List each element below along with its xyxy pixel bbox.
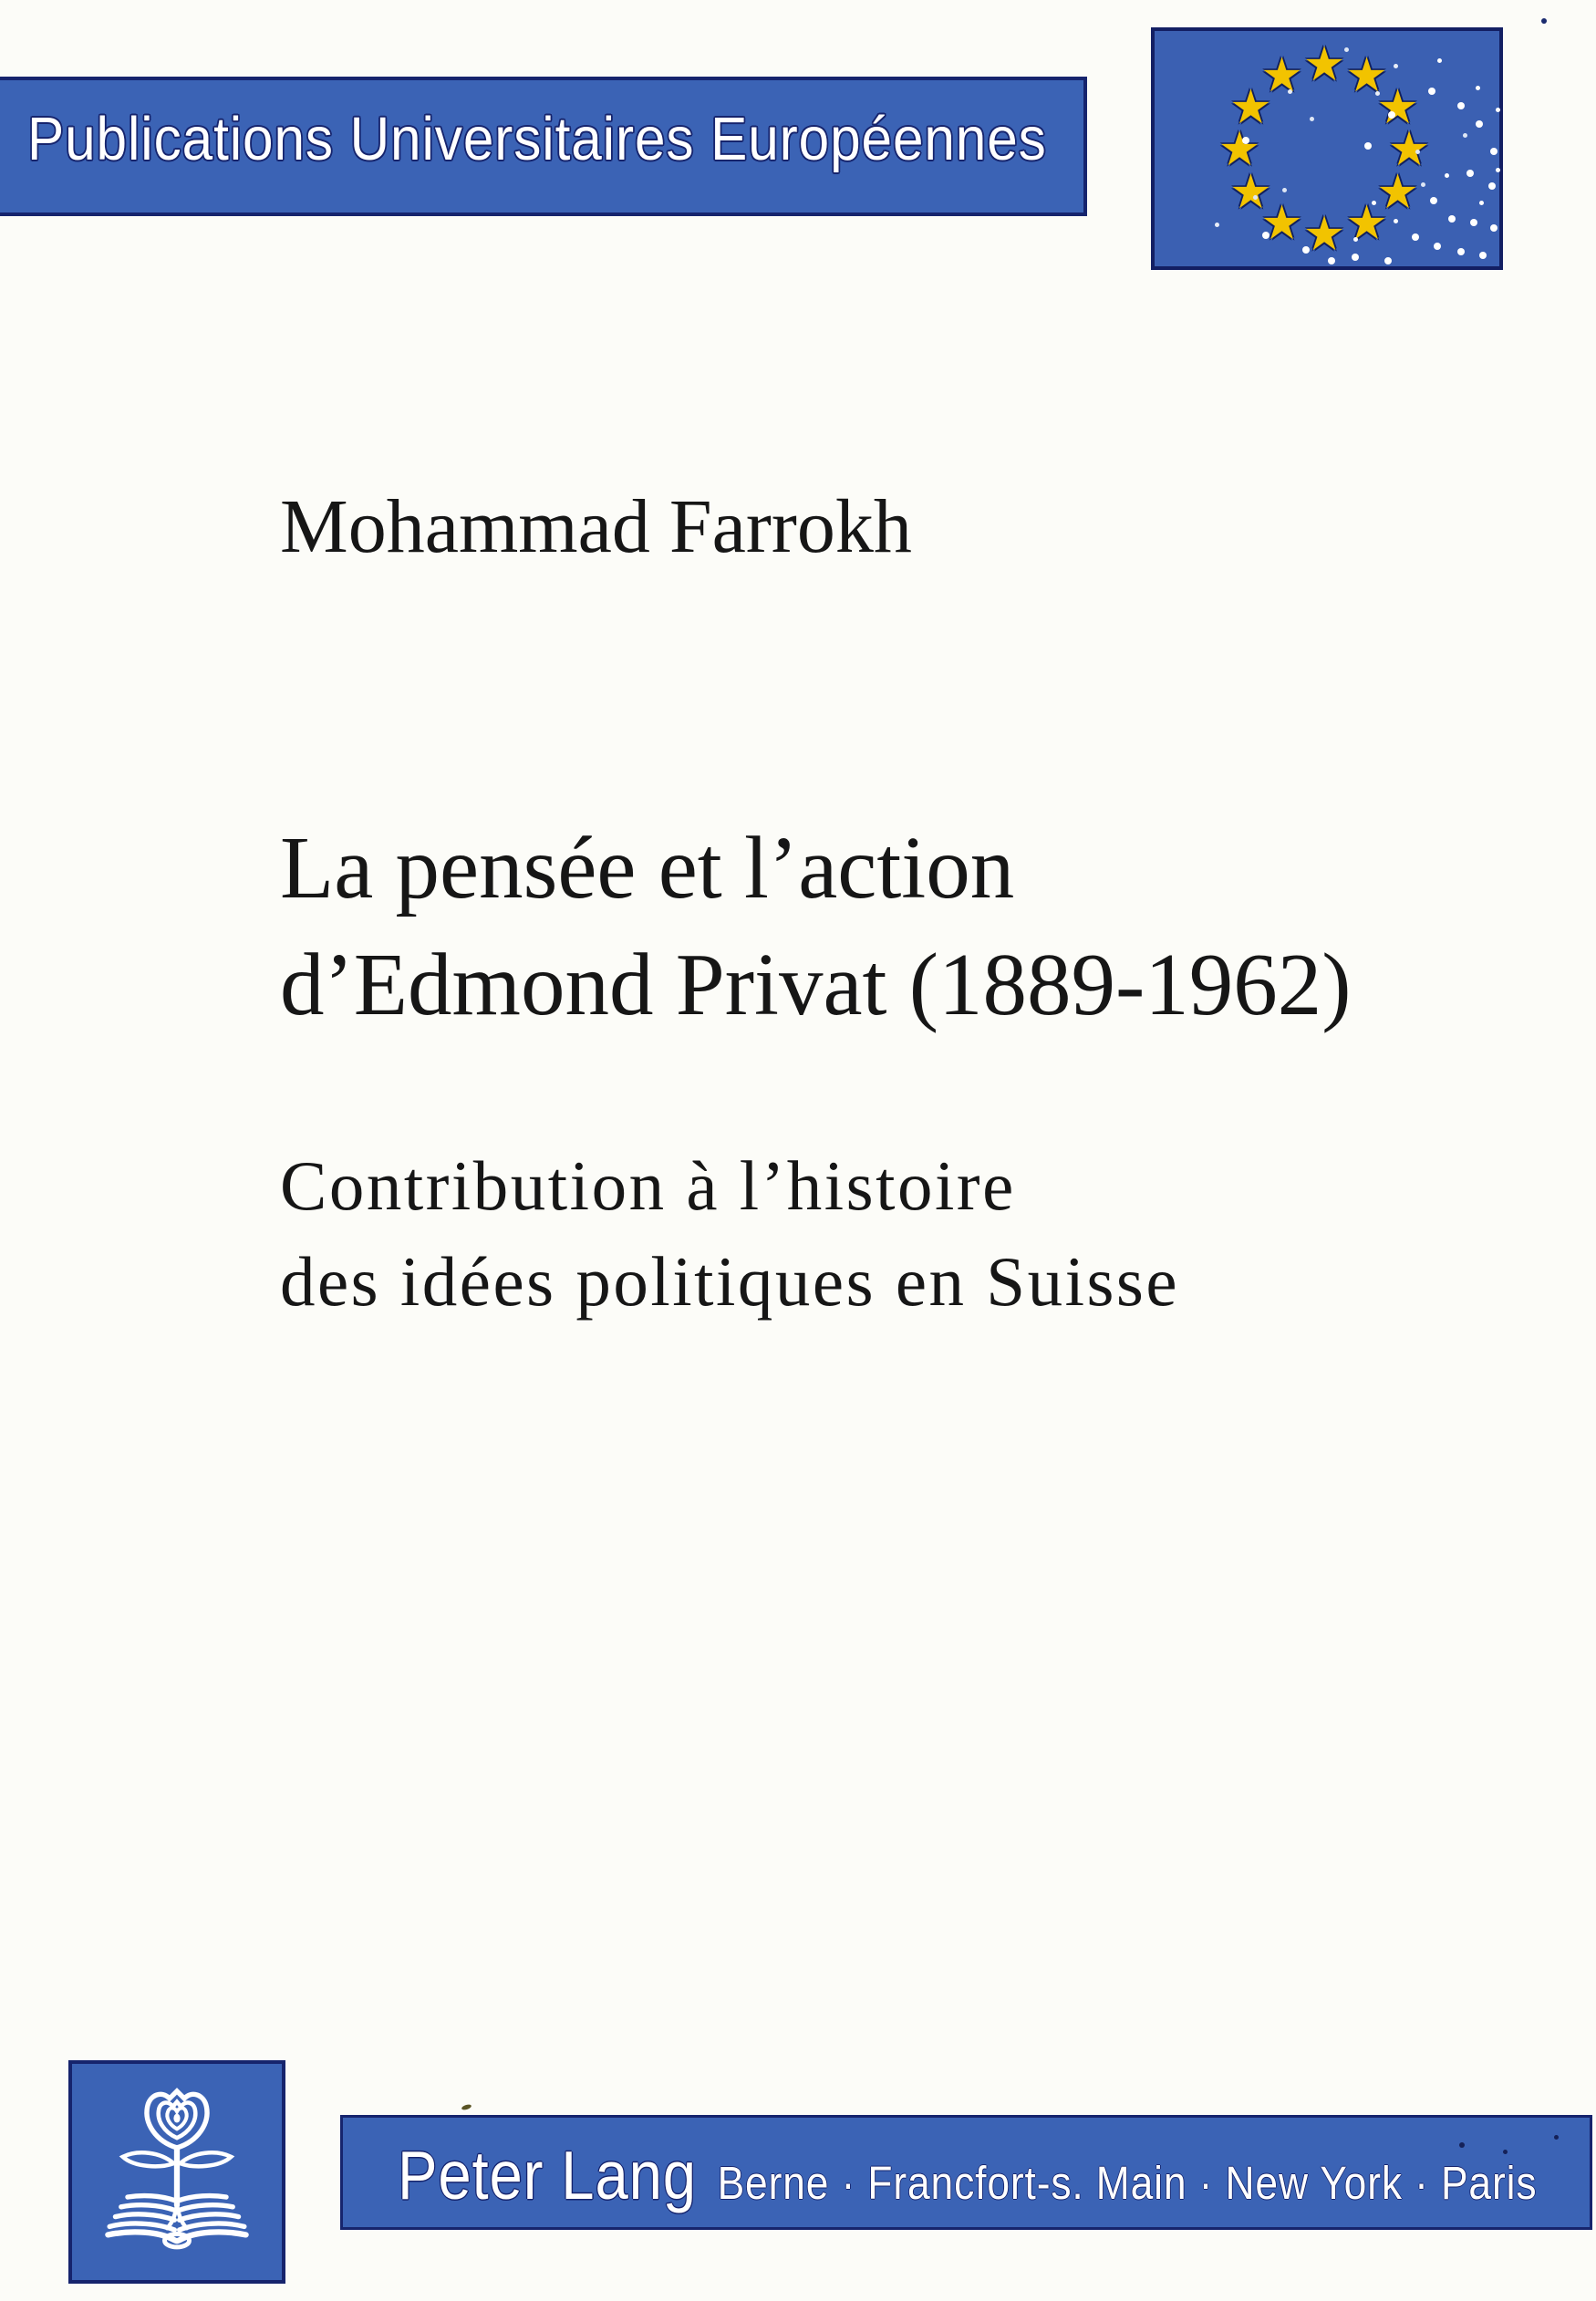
book-title xyxy=(280,810,1352,1043)
series-banner xyxy=(0,77,1087,216)
eu-star-icon: ★ xyxy=(1302,37,1346,92)
eu-star-icon: ★ xyxy=(1260,48,1303,104)
book-title-line1: La pensée et l’action xyxy=(280,819,1015,917)
book-subtitle-line1: Contribution à l’histoire xyxy=(280,1146,1016,1225)
series-title: Publications Universitaires Européennes xyxy=(27,105,1047,173)
print-noise-dots xyxy=(1155,31,1159,36)
eu-star-icon: ★ xyxy=(1376,164,1419,220)
eu-star-icon: ★ xyxy=(1302,207,1346,262)
book-title-line2: d’Edmond Privat (1889-1962) xyxy=(280,936,1352,1034)
eu-star-icon: ★ xyxy=(1376,79,1419,135)
author-name: Mohammad Farrokh xyxy=(280,484,912,569)
series-banner-label-wrap xyxy=(27,104,1047,174)
eu-flag-icon xyxy=(1151,27,1503,270)
eu-star-icon: ★ xyxy=(1218,122,1261,177)
peter-lang-tulip-book-logo-icon xyxy=(95,2081,259,2264)
eu-star-icon: ★ xyxy=(1229,79,1272,135)
book-subtitle xyxy=(280,1138,1179,1331)
eu-star-icon: ★ xyxy=(1345,195,1388,251)
publisher-banner-text xyxy=(398,2136,1537,2214)
print-speck xyxy=(1503,2150,1508,2154)
eu-flag-stars xyxy=(1155,31,1499,266)
print-speck xyxy=(1459,2142,1465,2148)
print-speck xyxy=(1554,2135,1559,2140)
publisher-banner xyxy=(340,2115,1592,2230)
print-speck xyxy=(461,2103,472,2110)
eu-star-icon: ★ xyxy=(1260,195,1303,251)
publisher-cities: Berne · Francfort-s. Main · New York · Paris xyxy=(717,2157,1538,2209)
eu-star-icon: ★ xyxy=(1229,164,1272,220)
book-subtitle-line2: des idées politiques en Suisse xyxy=(280,1242,1180,1322)
print-speck xyxy=(1541,18,1547,24)
eu-star-icon: ★ xyxy=(1387,122,1431,177)
publisher-logo-box xyxy=(68,2060,285,2284)
publisher-name: Peter Lang xyxy=(398,2137,697,2213)
eu-star-icon: ★ xyxy=(1345,48,1388,104)
